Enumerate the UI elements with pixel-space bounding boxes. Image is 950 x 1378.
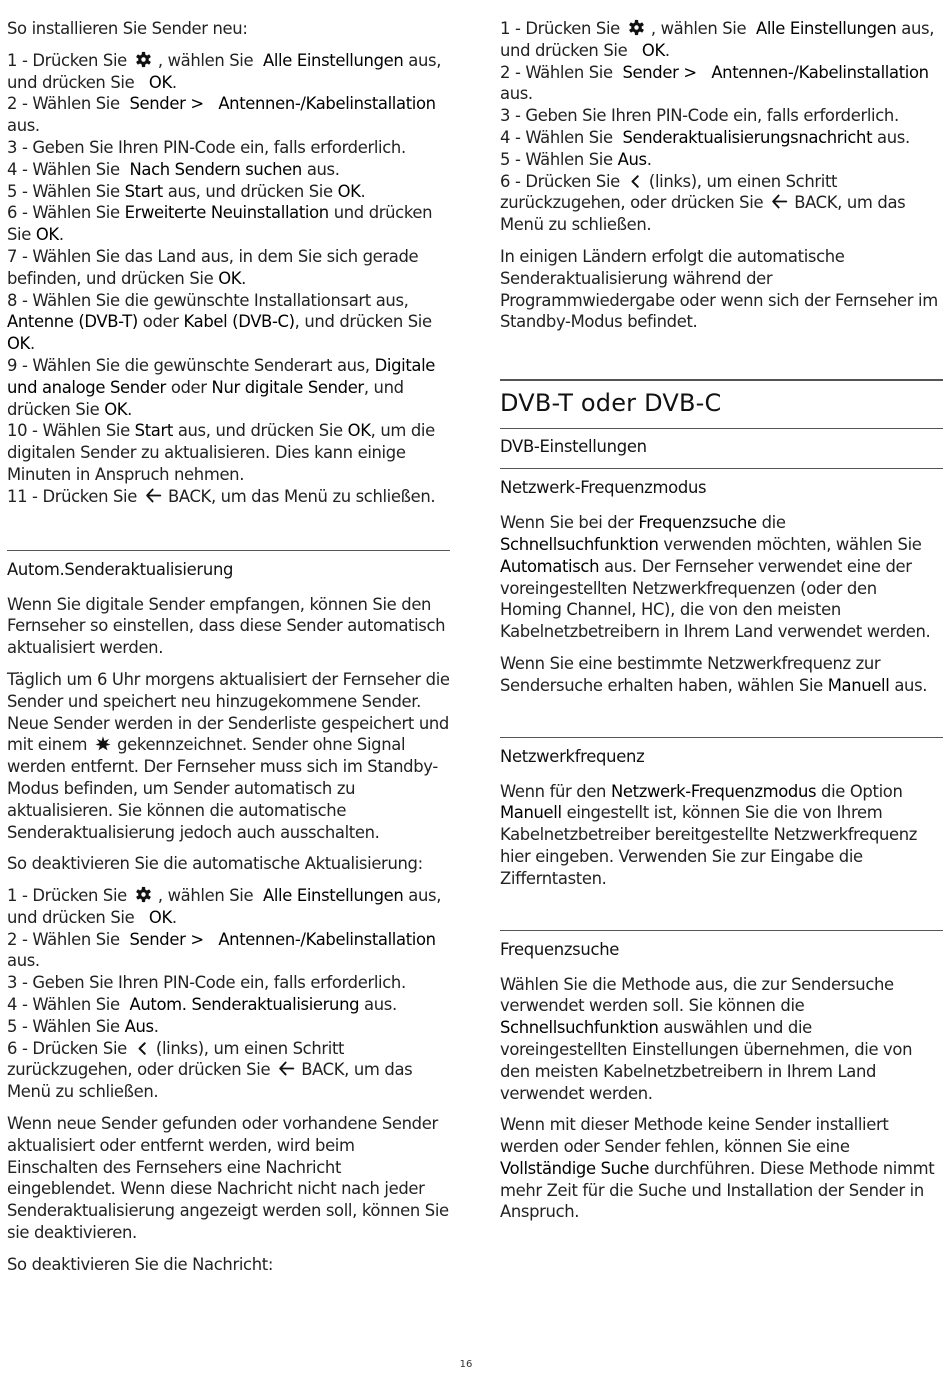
auto-update-paragraph-2: Täglich um 6 Uhr morgens aktualisiert der Fernseher die Sender und speichert neu hinzugekommene Sender. Neue Sender werden in der Senderliste gespeichert und mit einem gekennzeichnet. Sender ohne Signal werden entfernt. Der Fernseher muss sich im Standby-Modus befinden, um Sender automatisch zu aktualisieren. Sie können die automatische Senderaktualisierung jedoch auch ausschalten. (7, 669, 450, 842)
network-mode-paragraph-2: Wenn Sie eine bestimmte Netzwerkfrequenz zur Sendersuche erhalten haben, wählen Sie Manuell aus. (500, 653, 928, 695)
right-column (500, 18, 943, 1233)
message-step-2: 2 - Wählen Sie Sender > Antennen-/Kabelinstallation aus. (500, 62, 929, 104)
chevron-left-icon (135, 1041, 150, 1056)
back-arrow-icon (145, 487, 162, 504)
install-step-1: 1 - Drücken Sie , wählen Sie Alle Einstellungen aus, und drücken Sie OK. (7, 50, 442, 92)
section-title-auto-update: Autom.Senderaktualisierung (7, 559, 234, 579)
install-step-2: 2 - Wählen Sie Sender > Antennen-/Kabelinstallation aus. (7, 94, 436, 136)
auto-update-paragraph-5: So deaktivieren Sie die Nachricht: (7, 1254, 273, 1274)
install-step-6: 6 - Wählen Sie Erweiterte Neuinstallation und drücken Sie OK. (7, 203, 433, 245)
message-step-3: 3 - Geben Sie Ihren PIN-Code ein, falls erforderlich. (500, 106, 899, 126)
message-step-4: 4 - Wählen Sie Senderaktualisierungsnachricht aus. (500, 127, 910, 147)
auto-step-2: 2 - Wählen Sie Sender > Antennen-/Kabelinstallation aus. (7, 929, 436, 971)
auto-update-steps (7, 885, 450, 1103)
network-frequency-paragraph: Wenn für den Netzwerk-Frequenzmodus die Option Manuell eingestellt ist, können Sie die von Ihrem Kabelnetzbetreiber bereitgestellte Netzwerkfrequenz hier eingeben. Verwenden Sie zur Eingabe die Zifferntasten. (500, 781, 918, 888)
install-step-10: 10 - Wählen Sie Start aus, und drücken Sie OK, um die digitalen Sender zu aktualisieren. Dies kann einige Minuten in Anspruch nehmen. (7, 421, 435, 484)
left-column (7, 18, 450, 1286)
network-mode-paragraph-1: Wenn Sie bei der Frequenzsuche die Schnellsuchfunktion verwenden möchten, wählen Sie Automatisch aus. Der Fernseher verwendet eine der voreingestellten Netzwerkfrequenzen (oder den Homing Channel, HC), die von den meisten Kabelnetzbetreibern in Ihrem Land verwendet werden. (500, 513, 931, 642)
section-title-network-mode: Netzwerk-Frequenzmodus (500, 478, 707, 498)
section-title-frequency-search: Frequenzsuche (500, 939, 620, 959)
frequency-search-paragraph-1: Wählen Sie die Methode aus, die zur Sendersuche verwendet werden soll. Sie können die Schnellsuchfunktion auswählen und die voreingestellten Einstellungen übernehmen, die von den meisten Kabelnetzbetreibern in Ihrem Land verwendet werden. (500, 974, 913, 1103)
install-step-7: 7 - Wählen Sie das Land aus, in dem Sie sich gerade befinden, und drücken Sie OK. (7, 246, 419, 288)
subchapter-title: DVB-Einstellungen (500, 437, 647, 457)
install-steps (7, 50, 450, 508)
section-title-network-frequency: Netzwerkfrequenz (500, 746, 645, 766)
auto-update-paragraph-3: So deaktivieren Sie die automatische Aktualisierung: (7, 854, 423, 874)
auto-update-paragraph-4: Wenn neue Sender gefunden oder vorhandene Sender aktualisiert oder entfernt werden, wird beim Einschalten des Fernsehers eine Nachricht eingeblendet. Wenn diese Nachricht nicht nach jeder Senderaktualisierung angezeigt werden soll, können Sie sie deaktivieren. (7, 1114, 449, 1243)
auto-step-5: 5 - Wählen Sie Aus. (7, 1016, 159, 1036)
auto-step-1: 1 - Drücken Sie , wählen Sie Alle Einstellungen aus, und drücken Sie OK. (7, 886, 442, 927)
auto-step-3: 3 - Geben Sie Ihren PIN-Code ein, falls erforderlich. (7, 973, 406, 993)
message-step-1: 1 - Drücken Sie , wählen Sie Alle Einstellungen aus, und drücken Sie OK. (500, 19, 935, 60)
install-step-5: 5 - Wählen Sie Start aus, und drücken Sie OK. (7, 181, 366, 201)
page-number: 16 (459, 1359, 473, 1370)
install-intro: So installieren Sie Sender neu: (7, 19, 248, 38)
back-arrow-icon (278, 1060, 295, 1077)
auto-step-4: 4 - Wählen Sie Autom. Senderaktualisierung aus. (7, 995, 397, 1015)
message-step-6: 6 - Drücken Sie (links), um einen Schritt zurückzugehen, oder drücken Sie BACK, um das Menü zu schließen. (500, 171, 906, 235)
auto-update-paragraph-1: Wenn Sie digitale Sender empfangen, können Sie den Fernseher so einstellen, dass diese Sender automatisch aktualisiert werden. (7, 594, 446, 658)
install-step-11: 11 - Drücken Sie BACK, um das Menü zu schließen. (7, 486, 436, 506)
install-step-9: 9 - Wählen Sie die gewünschte Senderart aus, Digitale und analoge Sender oder Nur digitale Sender, und drücken Sie OK. (7, 355, 436, 419)
message-steps (500, 18, 943, 236)
chapter-title: DVB-T oder DVB-C (500, 389, 722, 418)
message-step-5: 5 - Wählen Sie Aus. (500, 149, 652, 169)
star-burst-icon (95, 736, 111, 752)
back-arrow-icon (771, 193, 788, 210)
gear-icon (135, 51, 152, 68)
countries-paragraph: In einigen Ländern erfolgt die automatische Senderaktualisierung während der Programmwiedergabe oder wenn sich der Fernseher im Standby-Modus befindet. (500, 246, 938, 332)
auto-step-6: 6 - Drücken Sie (links), um einen Schritt zurückzugehen, oder drücken Sie BACK, um das Menü zu schließen. (7, 1038, 413, 1102)
chevron-left-icon (628, 174, 643, 189)
frequency-search-paragraph-2: Wenn mit dieser Methode keine Sender installiert werden oder Sender fehlen, können Sie eine Vollständige Suche durchführen. Diese Methode nimmt mehr Zeit für die Suche und Installation der Sender in Anspruch. (500, 1115, 935, 1222)
install-step-3: 3 - Geben Sie Ihren PIN-Code ein, falls erforderlich. (7, 137, 406, 157)
gear-icon (135, 886, 152, 903)
install-step-4: 4 - Wählen Sie Nach Sendern suchen aus. (7, 159, 340, 179)
install-step-8: 8 - Wählen Sie die gewünschte Installationsart aus, Antenne (DVB-T) oder Kabel (DVB-C), und drücken Sie OK. (7, 290, 432, 354)
gear-icon (628, 19, 645, 36)
